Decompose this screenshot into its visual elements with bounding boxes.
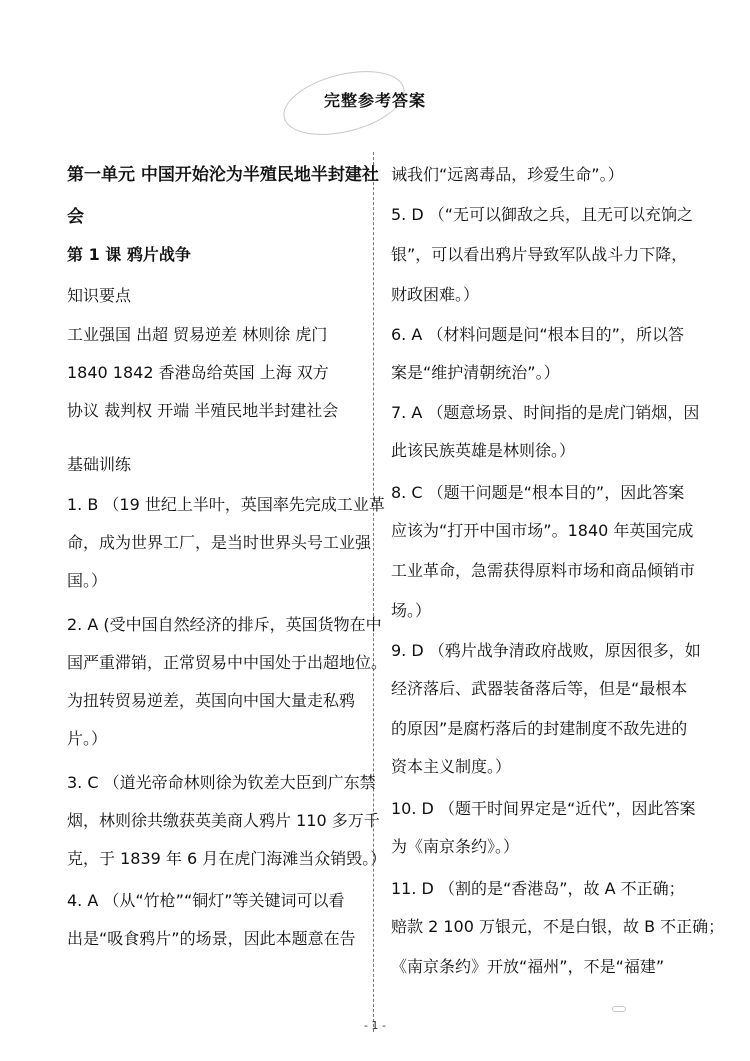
answer-line: 《南京条约》开放“福州”，不是“福建”	[391, 957, 665, 976]
answer-line: 案是“维护清朝统治”。）	[391, 363, 560, 382]
answer-line: 此该民族英雄是林则徐。）	[391, 441, 576, 460]
answer-line: 工业革命，急需获得原料市场和商品倾销市	[391, 561, 696, 580]
section-basic: 基础训练	[67, 455, 132, 474]
knowledge-line: 工业强国 出超 贸易逆差 林则徐 虎门	[67, 325, 328, 344]
answer-line: 银”，可以看出鸦片导致军队战斗力下降，	[391, 245, 688, 264]
answer-line: 9. D （鸦片战争清政府战败，原因很多，如	[391, 641, 701, 660]
column-divider	[373, 152, 374, 1032]
answer-line: 6. A （材料问题是问“根本目的”，所以答	[391, 325, 684, 344]
knowledge-line: 协议 裁判权 开端 半殖民地半封建社会	[67, 401, 339, 420]
section-knowledge: 知识要点	[67, 286, 132, 305]
answer-line: 场。）	[391, 601, 432, 620]
answer-line: 8. C （题干问题是“根本目的”，因此答案	[391, 483, 685, 502]
lesson-title: 第 1 课 鸦片战争	[67, 245, 191, 264]
answer-line: 11. D （割的是“香港岛”，故 A 不正确；	[391, 879, 685, 898]
answer-line: 应该为“打开中国市场”。1840 年英国完成	[391, 521, 694, 540]
answer-line: 诫我们“远离毒品，珍爱生命”。）	[391, 165, 624, 184]
watermark-logo	[612, 1006, 626, 1012]
answer-line: 国。）	[67, 571, 108, 590]
knowledge-line: 1840 1842 香港岛给英国 上海 双方	[67, 363, 329, 382]
answer-line: 片。）	[67, 729, 108, 748]
answer-line: 为《南京条约》。）	[391, 837, 520, 856]
unit-title: 第一单元 中国开始沦为半殖民地半封建社	[67, 165, 379, 185]
answer-line: 1. B （19 世纪上半叶，英国率先完成工业革	[67, 495, 385, 514]
answer-line: 经济落后、武器装备落后等，但是“最根本	[391, 679, 688, 698]
answer-line: 10. D （题干时间界定是“近代”，因此答案	[391, 799, 696, 818]
answer-line: 克，于 1839 年 6 月在虎门海滩当众销毁。）	[67, 849, 387, 868]
page-title: 完整参考答案	[323, 91, 426, 110]
answer-line: 4. A （从“竹枪”“铜灯”等关键词可以看	[67, 891, 345, 910]
answer-line: 烟，林则徐共缴获英美商人鸦片 110 多万千	[67, 811, 380, 830]
answer-line: 赔款 2 100 万银元，不是白银，故 B 不正确；	[391, 917, 725, 936]
unit-title-cont: 会	[67, 207, 84, 227]
answer-line: 5. D （“无可以御敌之兵，且无可以充饷之	[391, 205, 694, 224]
answer-line: 7. A （题意场景、时间指的是虎门销烟，因	[391, 403, 700, 422]
answer-line: 国严重滞销，正常贸易中中国处于出超地位。	[67, 653, 388, 672]
answer-line: 命，成为世界工厂，是当时世界头号工业强	[67, 533, 372, 552]
answer-line: 财政困难。）	[391, 285, 480, 304]
answer-line: 2. A (受中国自然经济的排斥，英国货物在中	[67, 615, 382, 634]
answer-line: 为扭转贸易逆差，英国向中国大量走私鸦	[67, 691, 356, 710]
answer-line: 3. C （道光帝命林则徐为钦差大臣到广东禁	[67, 773, 376, 792]
answer-line: 的原因”是腐朽落后的封建制度不敌先进的	[391, 719, 688, 738]
answer-line: 出是“吸食鸦片”的场景，因此本题意在告	[67, 929, 356, 948]
page-number: - 1 -	[364, 1019, 386, 1032]
answer-line: 资本主义制度。）	[391, 757, 512, 776]
